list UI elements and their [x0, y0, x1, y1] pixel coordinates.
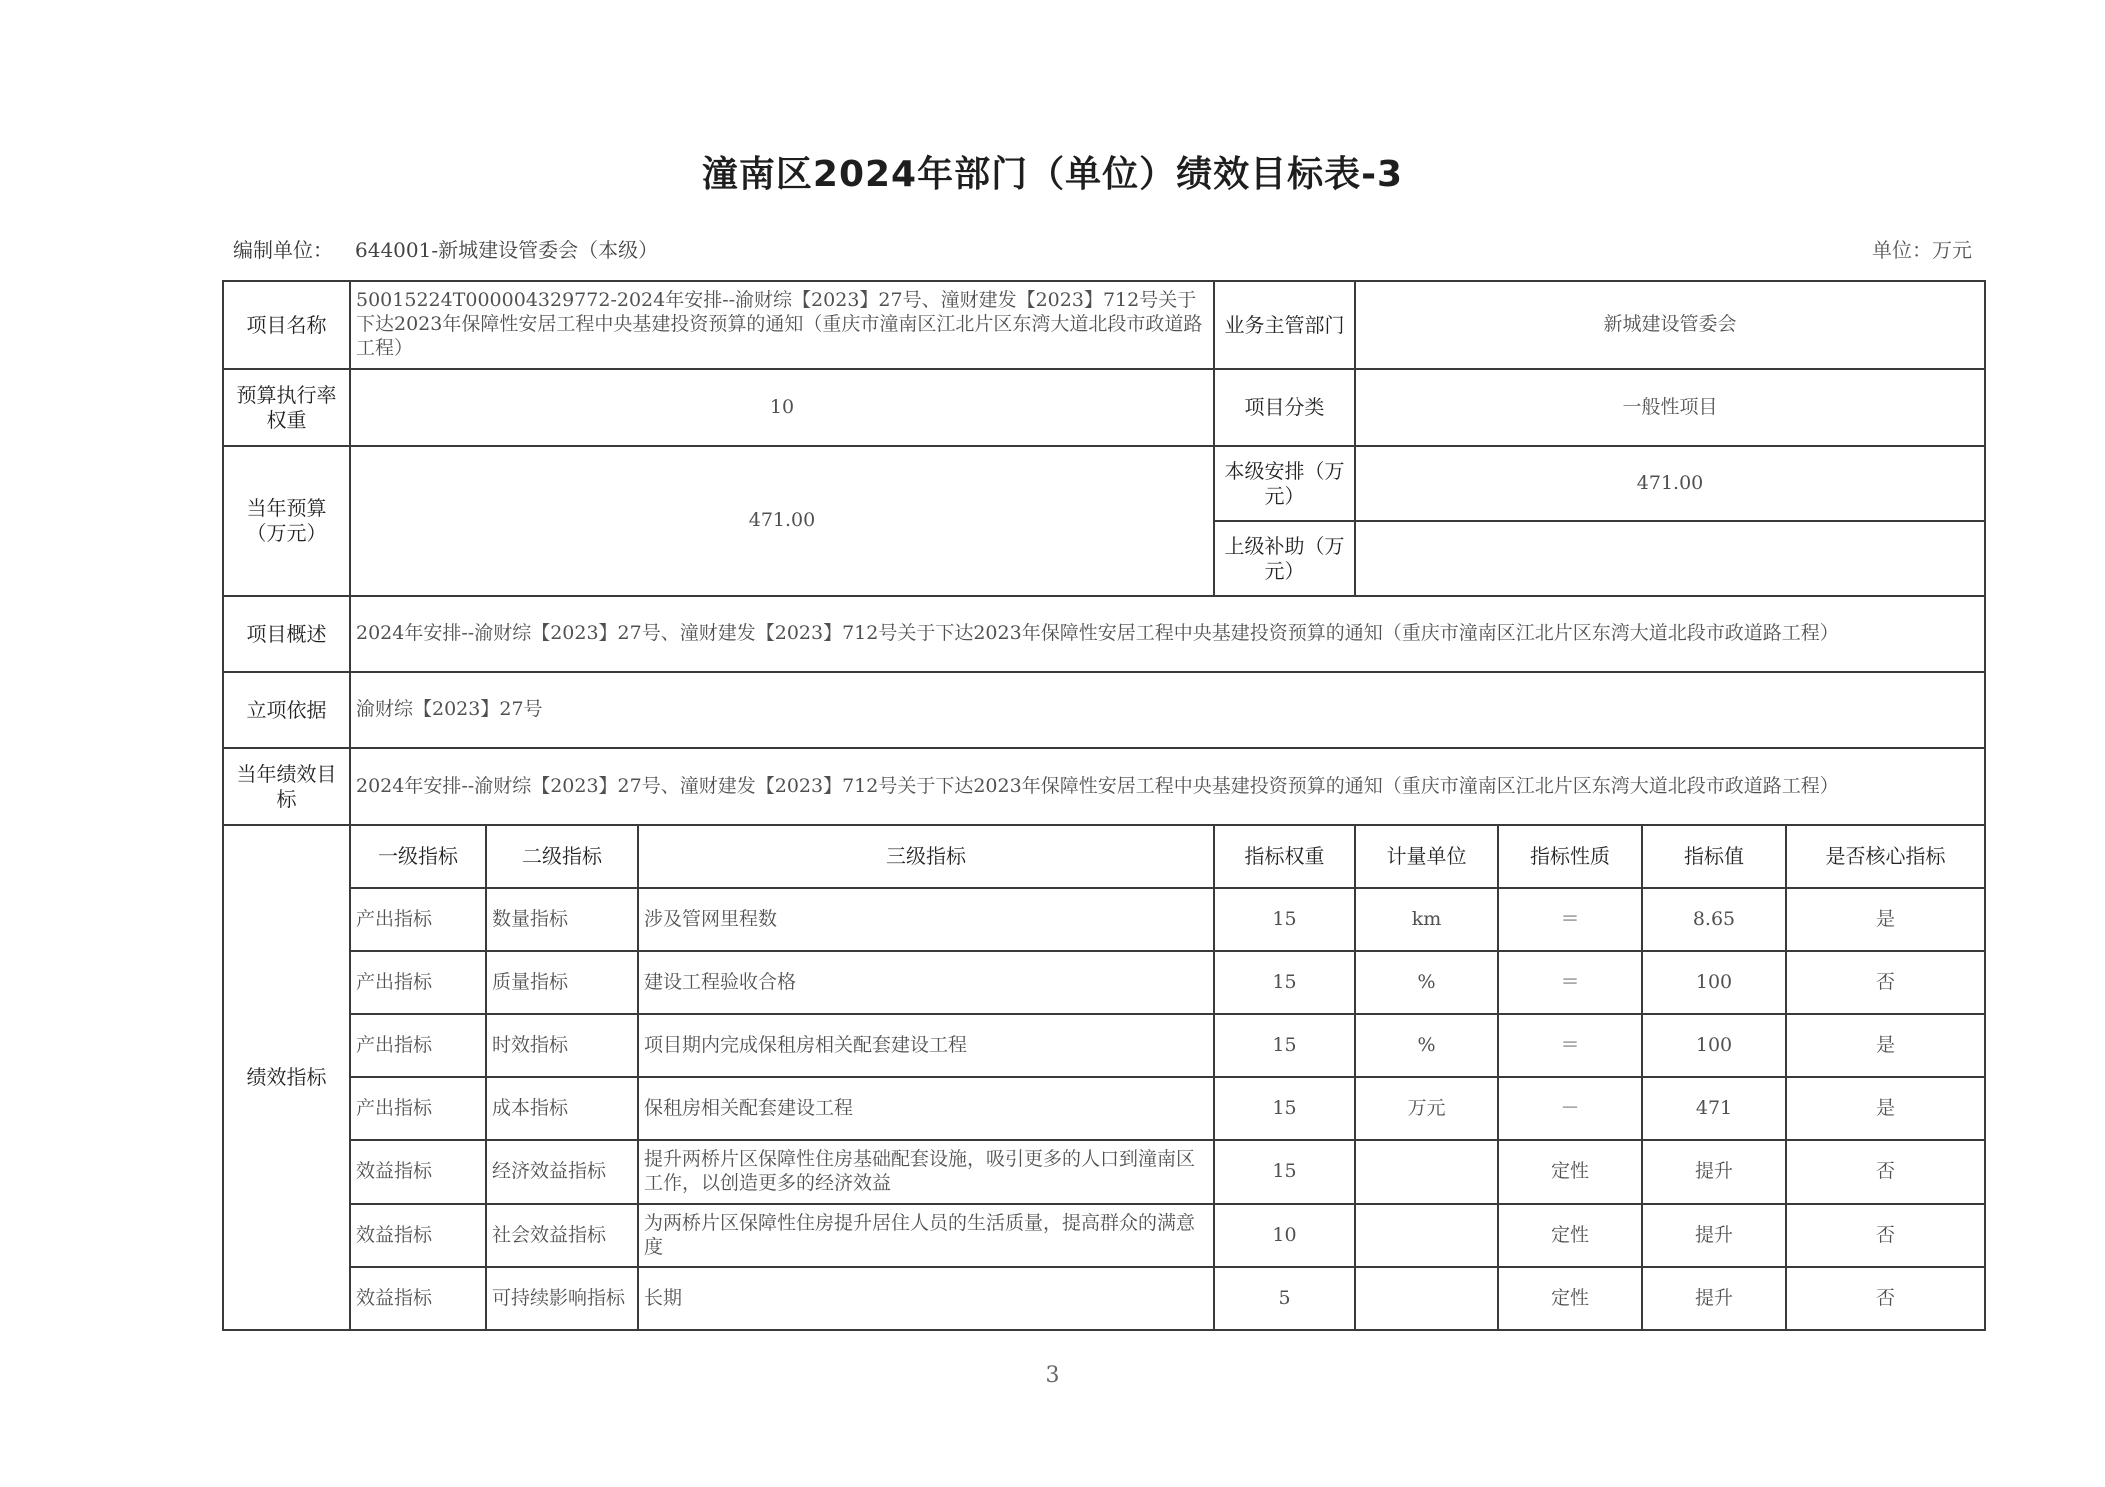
- budget-row: [223, 446, 1985, 521]
- indicator-core: 是: [1786, 888, 1985, 951]
- currency-unit: 单位：万元: [1872, 238, 1972, 262]
- indicator-level2: 数量指标: [486, 888, 638, 951]
- upper-value: [1355, 521, 1985, 596]
- indicator-level3: 涉及管网里程数: [638, 888, 1214, 951]
- indicator-nature: ＝: [1498, 888, 1642, 951]
- page-number: 3: [1045, 1363, 1060, 1388]
- page-title: 潼南区2024年部门（单位）绩效目标表-3: [701, 154, 1404, 195]
- indicator-level3: 提升两桥片区保障性住房基础配套设施，吸引更多的人口到潼南区工作，以创造更多的经济效益: [638, 1140, 1214, 1204]
- indicators-section-label: 绩效指标: [223, 825, 350, 1330]
- indicator-nature: －: [1498, 1077, 1642, 1140]
- indicator-level2: 时效指标: [486, 1014, 638, 1077]
- header-core: 是否核心指标: [1786, 825, 1985, 888]
- overview-row: [223, 596, 1985, 672]
- header-weight: 指标权重: [1214, 825, 1355, 888]
- indicator-nature: 定性: [1498, 1140, 1642, 1204]
- indicator-unit: [1355, 1267, 1498, 1330]
- indicator-header-row: [223, 825, 1985, 888]
- indicator-value: 提升: [1642, 1204, 1786, 1267]
- indicator-nature: ＝: [1498, 1014, 1642, 1077]
- header-nature: 指标性质: [1498, 825, 1642, 888]
- compiling-unit-label: 编制单位：: [233, 238, 333, 262]
- indicator-level1: 产出指标: [350, 888, 486, 951]
- indicator-weight: 15: [1214, 1077, 1355, 1140]
- indicator-level2: 经济效益指标: [486, 1140, 638, 1204]
- header-unit: 计量单位: [1355, 825, 1498, 888]
- indicator-weight: 15: [1214, 1140, 1355, 1204]
- indicator-core: 是: [1786, 1014, 1985, 1077]
- basis-row: [223, 672, 1985, 748]
- header-value: 指标值: [1642, 825, 1786, 888]
- indicator-unit: %: [1355, 1014, 1498, 1077]
- goal-row: [223, 748, 1985, 825]
- weight-row: [223, 369, 1985, 446]
- indicator-value: 提升: [1642, 1267, 1786, 1330]
- indicator-nature: ＝: [1498, 951, 1642, 1014]
- local-value: 471.00: [1355, 446, 1985, 521]
- category-label: 项目分类: [1214, 369, 1355, 446]
- weight-value: 10: [350, 369, 1214, 446]
- budget-label: 当年预算（万元）: [223, 446, 350, 596]
- indicator-weight: 10: [1214, 1204, 1355, 1267]
- local-label: 本级安排（万元）: [1214, 446, 1355, 521]
- indicator-level1: 产出指标: [350, 951, 486, 1014]
- indicator-core: 是: [1786, 1077, 1985, 1140]
- indicator-level1: 效益指标: [350, 1204, 486, 1267]
- indicator-core: 否: [1786, 1267, 1985, 1330]
- indicator-nature: 定性: [1498, 1267, 1642, 1330]
- indicator-unit: 万元: [1355, 1077, 1498, 1140]
- header-level1: 一级指标: [350, 825, 486, 888]
- indicator-unit: %: [1355, 951, 1498, 1014]
- indicator-weight: 5: [1214, 1267, 1355, 1330]
- goal-value: 2024年安排--渝财综【2023】27号、潼财建发【2023】712号关于下达2023年保障性安居工程中央基建投资预算的通知（重庆市潼南区江北片区东湾大道北段市政道路工程）: [350, 748, 1985, 825]
- indicator-row: [223, 951, 1985, 1014]
- indicator-weight: 15: [1214, 888, 1355, 951]
- indicator-row: [223, 1267, 1985, 1330]
- project-name-row: [223, 281, 1985, 369]
- indicator-core: 否: [1786, 1204, 1985, 1267]
- indicator-value: 471: [1642, 1077, 1786, 1140]
- indicator-core: 否: [1786, 951, 1985, 1014]
- indicator-weight: 15: [1214, 951, 1355, 1014]
- indicator-nature: 定性: [1498, 1204, 1642, 1267]
- indicator-row: [223, 888, 1985, 951]
- indicator-value: 提升: [1642, 1140, 1786, 1204]
- indicator-value: 100: [1642, 1014, 1786, 1077]
- category-value: 一般性项目: [1355, 369, 1985, 446]
- indicator-level1: 效益指标: [350, 1140, 486, 1204]
- indicator-row: [223, 1204, 1985, 1267]
- indicator-core: 否: [1786, 1140, 1985, 1204]
- header-level3: 三级指标: [638, 825, 1214, 888]
- indicator-level2: 成本指标: [486, 1077, 638, 1140]
- header-level2: 二级指标: [486, 825, 638, 888]
- upper-label: 上级补助（万元）: [1214, 521, 1355, 596]
- indicator-level2: 可持续影响指标: [486, 1267, 638, 1330]
- performance-target-table: [222, 280, 1986, 1331]
- compiling-unit: [233, 234, 658, 263]
- indicator-unit: [1355, 1204, 1498, 1267]
- overview-label: 项目概述: [223, 596, 350, 672]
- dept-value: 新城建设管委会: [1355, 281, 1985, 369]
- indicator-level1: 产出指标: [350, 1014, 486, 1077]
- indicator-level1: 产出指标: [350, 1077, 486, 1140]
- goal-label: 当年绩效目标: [223, 748, 350, 825]
- indicator-level3: 长期: [638, 1267, 1214, 1330]
- indicator-level3: 项目期内完成保租房相关配套建设工程: [638, 1014, 1214, 1077]
- budget-value: 471.00: [350, 446, 1214, 596]
- indicator-row: [223, 1140, 1985, 1204]
- compiling-unit-value: 644001-新城建设管委会（本级）: [355, 238, 659, 262]
- indicator-unit: km: [1355, 888, 1498, 951]
- basis-label: 立项依据: [223, 672, 350, 748]
- indicator-level2: 社会效益指标: [486, 1204, 638, 1267]
- indicator-weight: 15: [1214, 1014, 1355, 1077]
- basis-value: 渝财综【2023】27号: [350, 672, 1985, 748]
- indicator-unit: [1355, 1140, 1498, 1204]
- indicator-level3: 为两桥片区保障性住房提升居住人员的生活质量，提高群众的满意度: [638, 1204, 1214, 1267]
- dept-label: 业务主管部门: [1214, 281, 1355, 369]
- indicator-level3: 保租房相关配套建设工程: [638, 1077, 1214, 1140]
- indicator-value: 8.65: [1642, 888, 1786, 951]
- indicator-row: [223, 1077, 1985, 1140]
- weight-label: 预算执行率权重: [223, 369, 350, 446]
- project-name-label: 项目名称: [223, 281, 350, 369]
- indicator-row: [223, 1014, 1985, 1077]
- overview-value: 2024年安排--渝财综【2023】27号、潼财建发【2023】712号关于下达2023年保障性安居工程中央基建投资预算的通知（重庆市潼南区江北片区东湾大道北段市政道路工程）: [350, 596, 1985, 672]
- indicator-level3: 建设工程验收合格: [638, 951, 1214, 1014]
- indicator-value: 100: [1642, 951, 1786, 1014]
- indicator-level2: 质量指标: [486, 951, 638, 1014]
- indicator-level1: 效益指标: [350, 1267, 486, 1330]
- project-name-value: 50015224T000004329772-2024年安排--渝财综【2023】27号、潼财建发【2023】712号关于下达2023年保障性安居工程中央基建投资预算的通知（重庆市潼南区江北片区东湾大道北段市政道路工程）: [350, 281, 1214, 369]
